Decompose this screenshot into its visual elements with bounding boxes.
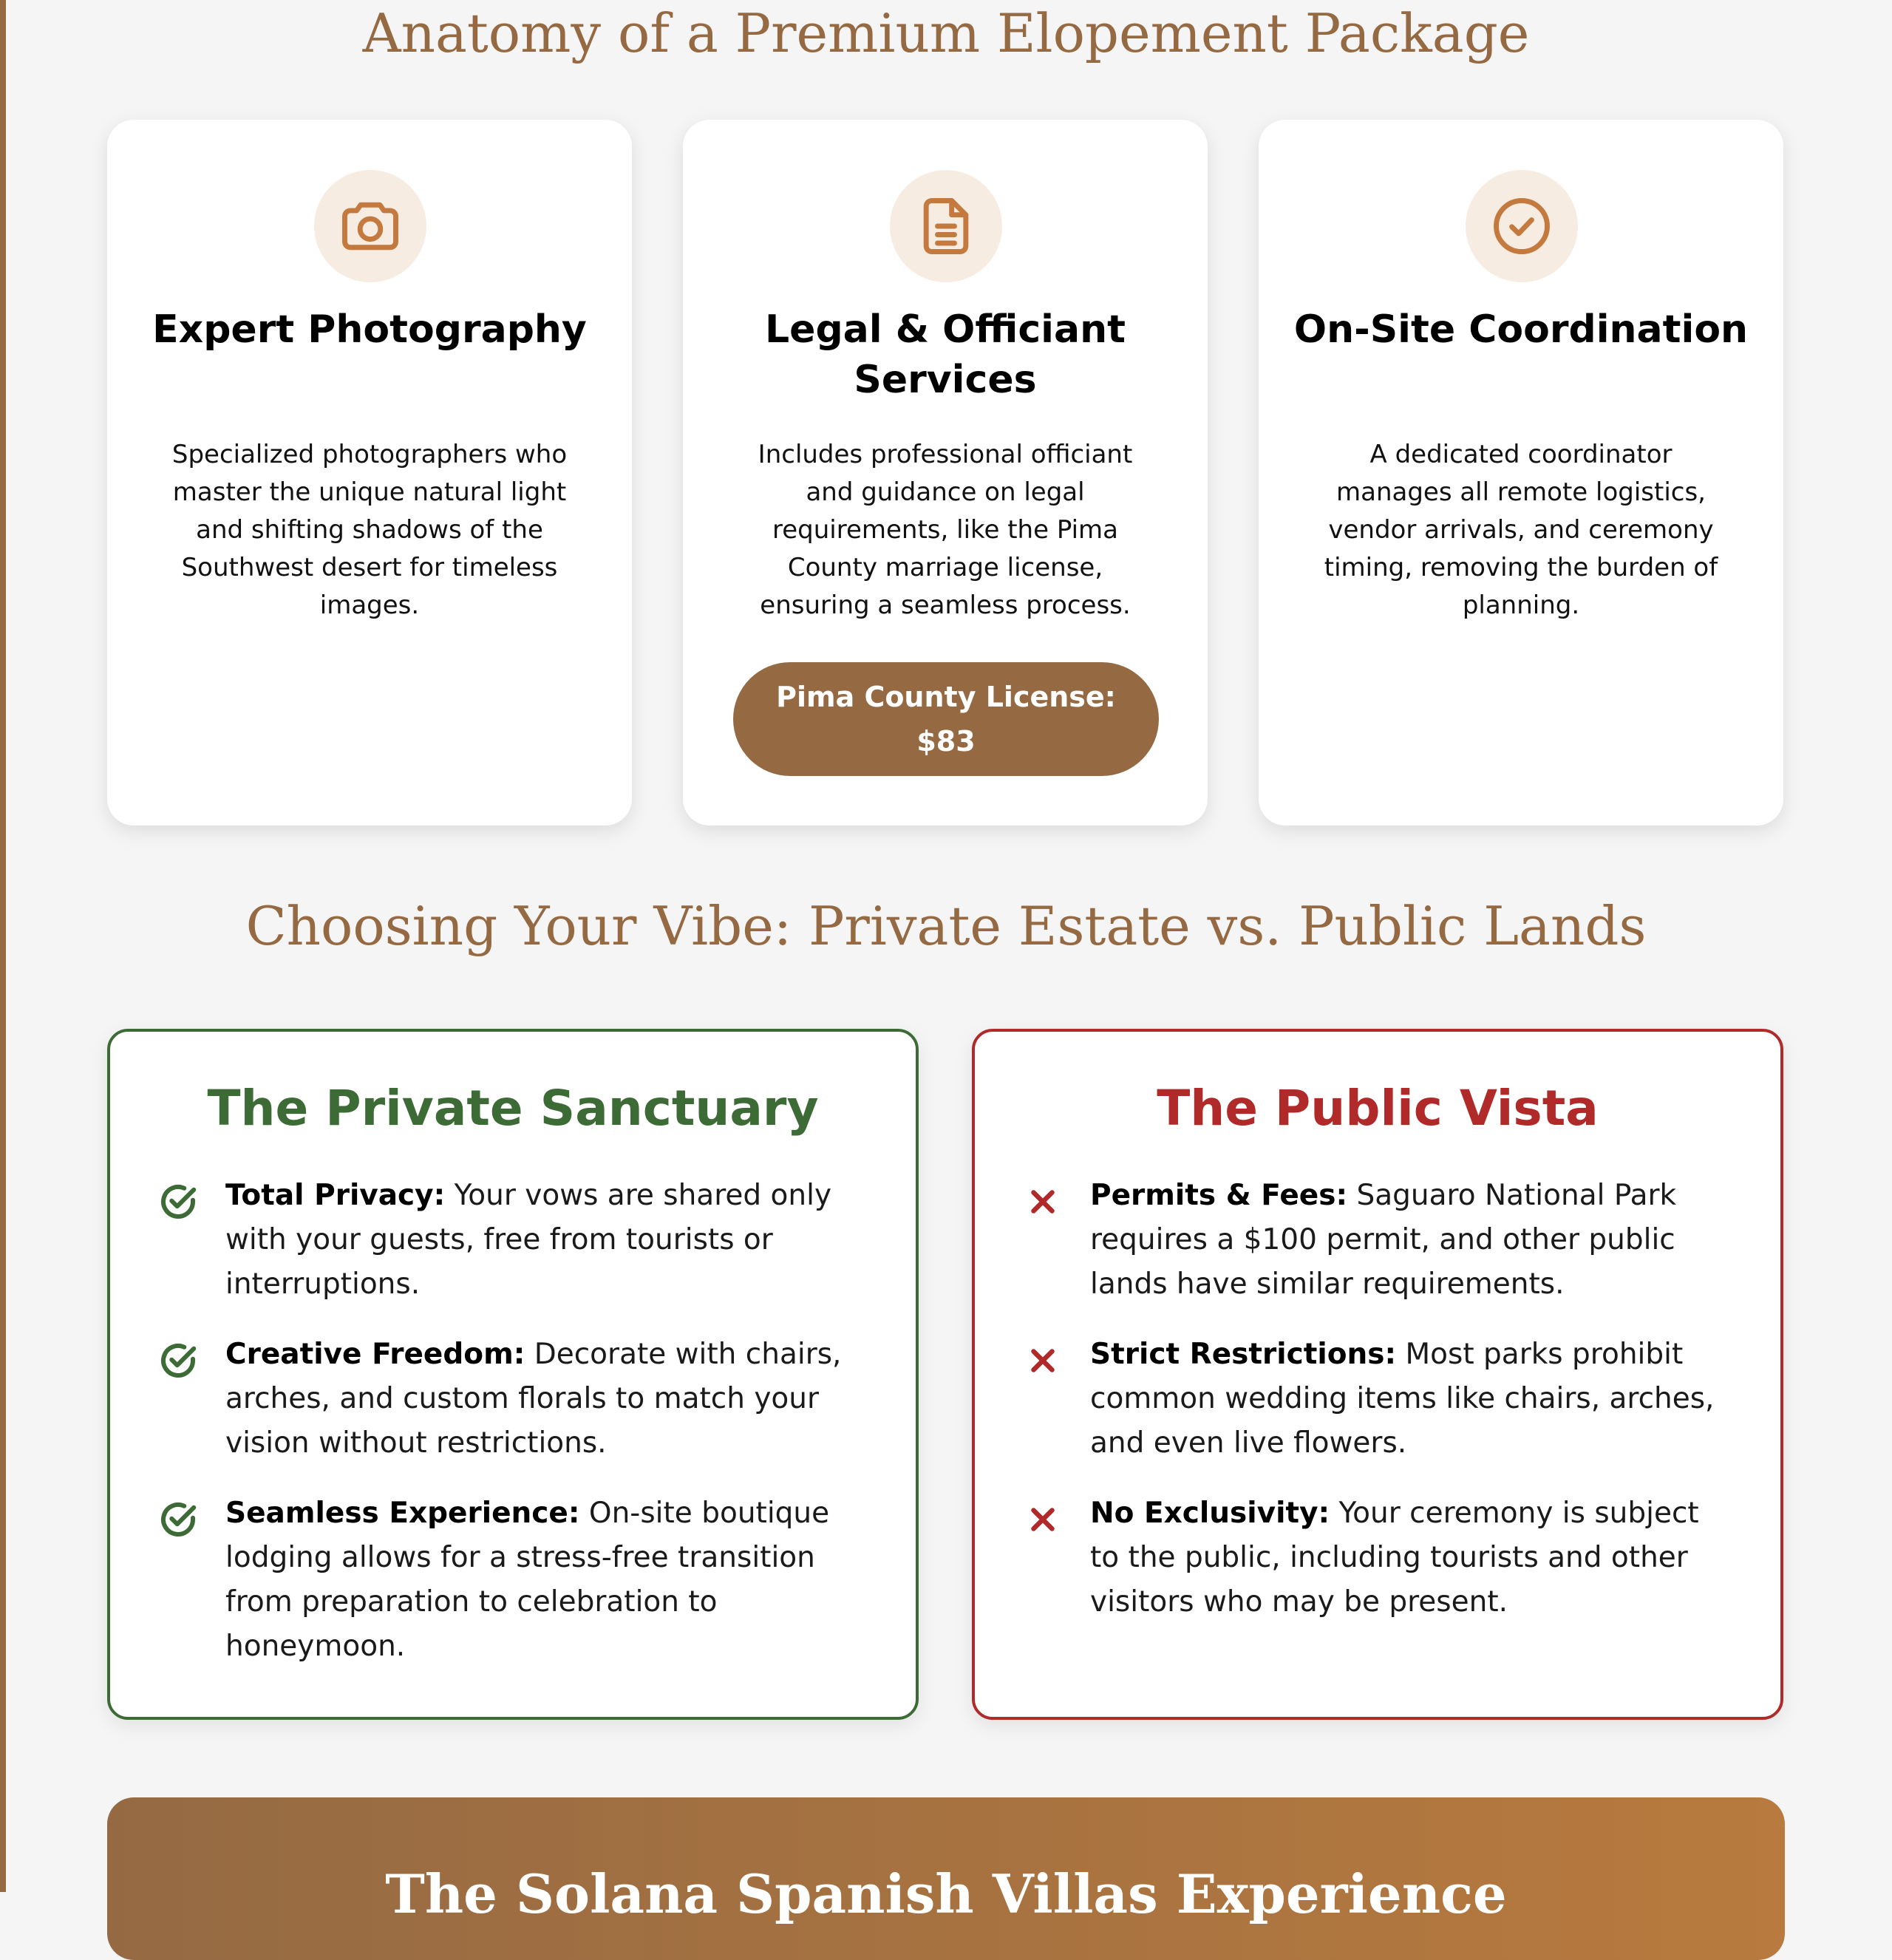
item-label: Permits & Fees: [1090,1179,1348,1212]
document-icon [890,170,1002,282]
private-benefits-list [110,1174,916,1695]
public-drawbacks-list [975,1174,1780,1650]
list-item [110,1174,916,1307]
feature-card-photography [107,120,632,826]
public-vista-panel [972,1029,1783,1720]
check-circle-icon [156,1180,200,1224]
check-circle-icon [156,1338,200,1383]
x-mark-icon [1021,1338,1065,1383]
item-label: Strict Restrictions: [1090,1338,1397,1371]
card-title: On-Site Coordination [1293,307,1749,352]
list-item [975,1333,1780,1466]
item-text: Your ceremony is subject to the public, including tourists and other visitors who may be present. [1090,1497,1699,1619]
x-mark-icon [1021,1497,1065,1542]
feature-card-coordination [1259,120,1783,826]
license-fee-badge: Pima County License: $83 [733,662,1159,776]
feature-card-legal [683,120,1208,826]
list-item [110,1491,916,1669]
check-circle-icon [156,1497,200,1542]
item-text: Most parks prohibit common wedding items like chairs, arches, and even live flowers. [1090,1338,1715,1460]
card-title: Expert Photography [152,307,587,352]
solana-experience-banner [107,1797,1785,1960]
item-text: On-site boutique lodging allows for a stress-free transition from preparation to celebration to honeymoon. [225,1497,830,1663]
item-label: Total Privacy: [225,1179,446,1212]
item-text: Your vows are shared only with your guests, free from tourists or interruptions. [225,1179,832,1301]
check-circle-icon [1466,170,1578,282]
list-item [975,1491,1780,1624]
card-description: A dedicated coordinator manages all remote logistics, vendor arrivals, and ceremony timing, removing the burden of planning. [1324,440,1718,620]
camera-icon [314,170,426,282]
x-mark-icon [1021,1180,1065,1224]
anatomy-section-title: Anatomy of a Premium Elopement Package [362,2,1530,64]
card-description: Specialized photographers who master the unique natural light and shifting shadows of the Southwest desert for timeless images. [171,440,568,620]
public-panel-title: The Public Vista [1157,1080,1599,1137]
list-item [975,1174,1780,1307]
vibe-section-title: Choosing Your Vibe: Private Estate vs. Public Lands [245,895,1647,957]
item-text: Saguaro National Park requires a $100 permit, and other public lands have similar requirements. [1090,1179,1677,1301]
private-panel-title: The Private Sanctuary [207,1080,819,1137]
item-label: Creative Freedom: [225,1338,525,1371]
card-title: Legal & Officiant Services [765,307,1126,402]
banner-title: The Solana Spanish Villas Experience [385,1862,1507,1925]
item-label: No Exclusivity: [1090,1497,1330,1530]
card-description: Includes professional officiant and guidance on legal requirements, like the Pima County marriage license, ensuring a seamless process. [758,440,1133,620]
list-item [110,1333,916,1466]
item-text: Decorate with chairs, arches, and custom florals to match your vision without restrictions. [225,1338,842,1460]
private-sanctuary-panel [107,1029,919,1720]
item-label: Seamless Experience: [225,1497,580,1530]
